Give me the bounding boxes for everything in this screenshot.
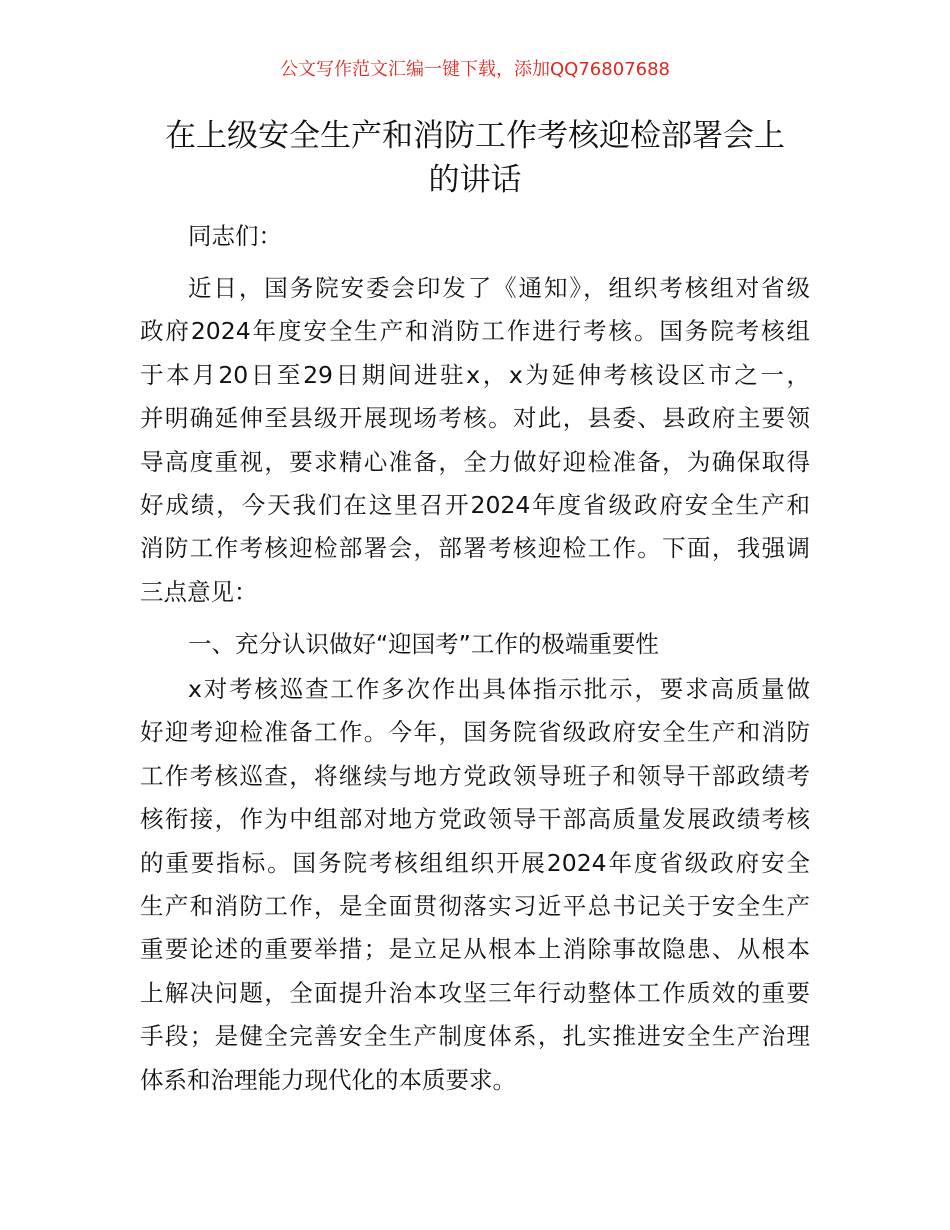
download-banner: 公文写作范文汇编一键下载，添加QQ76807688 [280, 59, 670, 80]
text-line: x对考核巡查工作多次作出具体指示批示，要求高质量做 [188, 675, 810, 703]
text-line: 政府2024年度安全生产和消防工作进行考核。国务院考核组 [140, 317, 810, 346]
paragraph-2 [140, 668, 810, 1102]
text-line: 导高度重视，要求精心准备，全力做好迎检准备，为确保取得 [140, 447, 810, 476]
text-line: 手段；是健全完善安全生产制度体系，扎实推进安全生产治理 [140, 1022, 810, 1051]
text-line: 消防工作考核迎检部署会，部署考核迎检工作。下面，我强调 [140, 534, 810, 563]
heading-text: 一、充分认识做好“迎国考”工作的极端重要性 [188, 630, 659, 658]
text-line: 的重要指标。国务院考核组组织开展2024年度省级政府安全 [140, 848, 810, 877]
title-line: 在上级安全生产和消防工作考核迎检部署会上 [165, 118, 785, 154]
text-line: 核衔接，作为中组部对地方党政领导干部高质量发展政绩考核 [140, 805, 810, 834]
text-line: 上解决问题，全面提升治本攻坚三年行动整体工作质效的重要 [140, 978, 810, 1007]
document-title [140, 114, 810, 202]
text-line: 于本月20日至29日期间进驻x，x为延伸考核设区市之一， [140, 360, 810, 389]
text-line: 重要论述的重要举措；是立足从根本上消除事故隐患、从根本 [140, 935, 810, 964]
greeting [140, 215, 810, 258]
text-line: 好成绩，今天我们在这里召开2024年度省级政府安全生产和 [140, 490, 810, 519]
text-line: 体系和治理能力现代化的本质要求。 [140, 1065, 516, 1094]
text-line: 工作考核巡查，将继续与地方党政领导班子和领导干部政绩考 [140, 761, 810, 790]
text-line: 近日，国务院安委会印发了《通知》，组织考核组对省级 [188, 274, 810, 302]
paragraph-1 [140, 267, 810, 614]
text-line: 生产和消防工作，是全面贯彻落实习近平总书记关于安全生产 [140, 891, 810, 920]
greeting-text: 同志们： [188, 222, 282, 250]
title-line: 的讲话 [428, 162, 522, 198]
text-line: 好迎考迎检准备工作。今年，国务院省级政府安全生产和消防 [140, 718, 810, 747]
text-line: 并明确延伸至县级开展现场考核。对此，县委、县政府主要领 [140, 404, 810, 433]
text-line: 三点意见： [140, 577, 258, 606]
section-heading-1 [140, 623, 810, 666]
